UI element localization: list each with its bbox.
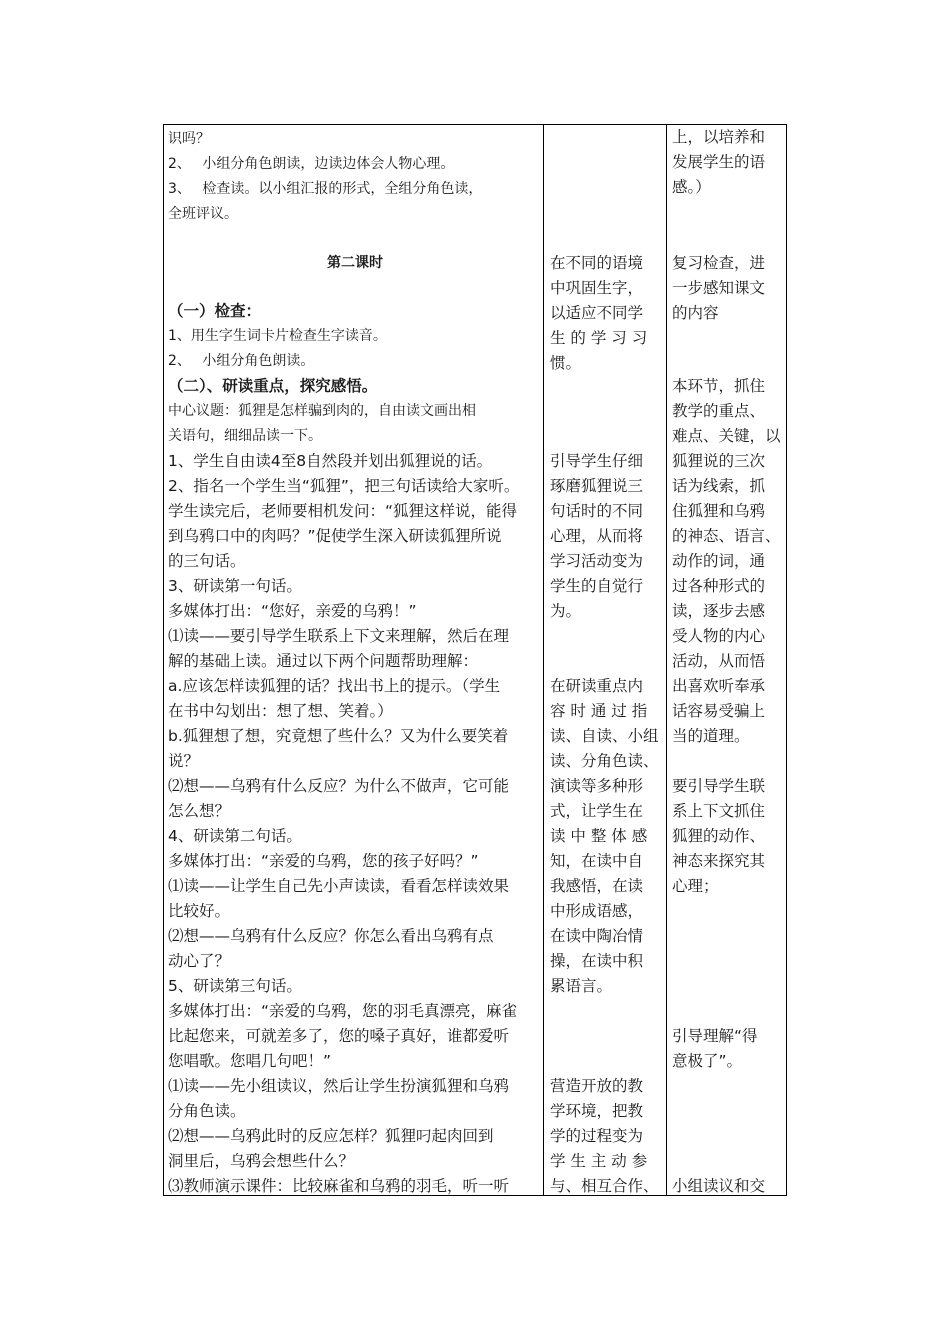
col1-line: 多媒体打出：“您好，亲爱的乌鸦！” [168,602,417,620]
col1-line: 多媒体打出：“亲爱的乌鸦，您的羽毛真漂亮，麻雀 [168,1002,518,1020]
col3-line: 话为线索，抓 [672,477,766,495]
col3-line: 要引导学生联 [672,777,766,795]
notes-column [672,125,784,1195]
col3-line: 狐狸说的三次 [672,452,766,470]
col1-line: （一）检查： [168,302,262,320]
col1-line: 到乌鸦口中的肉吗？”促使学生深入研读狐狸所说 [168,527,502,545]
col2-line: 在读中陶冶情 [550,927,644,945]
col2-line: 引导学生仔细 [550,452,644,470]
col1-line: 4、研读第二句话。 [168,827,302,845]
col1-line: 第二课时 [327,255,383,271]
col1-line: 在书中勾划出：想了想、笑着。） [168,702,393,720]
col2-line: 中形成语感， [550,902,644,920]
col3-line: 的神态、语言、 [672,527,781,545]
col3-line: 心理； [672,877,719,895]
col3-line: 引导理解“得 [672,1027,758,1045]
col2-line: 学 生 主 动 参 [550,1152,648,1170]
col3-line: 上，以培养和 [672,128,766,146]
col1-line: 学生读完后，老师要相机发问：“狐狸这样说，能得 [168,502,518,520]
lesson-plan-table [163,124,787,1196]
col2-line: 以适应不同学 [550,304,644,322]
col3-line: 住狐狸和乌鸦 [672,502,766,520]
col2-line: 学习活动变为 [550,552,644,570]
col3-line: 发展学生的语 [672,153,766,171]
col3-line: 意极了”。 [672,1052,743,1070]
col2-line: 学的过程变为 [550,1127,644,1145]
col1-line: 关语句，细细品读一下。 [168,428,322,444]
col1-line: 2、 小组分角色朗读，边读边体会人物心理。 [168,156,455,172]
col1-line: 3、研读第一句话。 [168,577,302,595]
col3-line: 过各种形式的 [672,577,766,595]
col1-line: ⑶教师演示课件：比较麻雀和乌鸦的羽毛，听一听 [168,1177,510,1195]
col2-line: 生 的 学 习 习 [550,329,648,347]
col1-line: 2、指名一个学生当“狐狸”，把三句话读给大家听。 [168,477,520,495]
col3-line: 系上下文抓住 [672,802,766,820]
col2-line: 与、相互合作、 [550,1177,659,1195]
col1-line: 动心了？ [168,952,231,970]
col3-line: 当的道理。 [672,727,750,745]
col1-line: 分角色读。 [168,1102,246,1120]
col3-line: 难点、关键，以 [672,427,781,445]
col3-line: 动作的词，通 [672,552,766,570]
col1-line: 比起您来，可就差多了，您的嗓子真好，谁都爱听 [168,1027,510,1045]
col2-line: 读、分角色读、 [550,752,659,770]
col2-line: 学环境，把教 [550,1102,644,1120]
col1-line: 1、用生字生词卡片检查生字读音。 [168,328,387,344]
col2-line: 我感悟，在读 [550,877,644,895]
col2-line: 读、自读、小组 [550,727,659,745]
col3-line: 狐狸的动作、 [672,827,766,845]
col3-line: 感。） [672,178,711,196]
col1-line: ⑴读——让学生自己先小声读读，看看怎样读效果 [168,877,510,895]
col1-line: 说？ [168,752,200,770]
col1-line: 2、 小组分角色朗读。 [168,353,315,369]
col1-line: 全班评议。 [168,206,238,222]
col2-line: 琢磨狐狸说三 [550,477,644,495]
col2-line: 知，在读中自 [550,852,644,870]
column-divider [666,125,667,1195]
col2-line: 中巩固生字， [550,279,644,297]
col3-line: 教学的重点、 [672,402,766,420]
col1-line: 洞里后，乌鸦会想些什么？ [168,1152,355,1170]
col2-line: 累语言。 [550,977,613,995]
col1-line: a.应该怎样读狐狸的话？找出书上的提示。（学生 [168,677,501,695]
col2-line: 惯。 [550,354,582,372]
col3-line: 受人物的内心 [672,627,766,645]
col1-line: 的三句话。 [168,552,246,570]
col1-line: ⑵想——乌鸦有什么反应？你怎么看出乌鸦有点 [168,927,494,945]
col3-line: 读，逐步去感 [672,602,766,620]
col1-line: 中心议题：狐狸是怎样骗到肉的，自由读文画出相 [168,403,476,419]
col3-line: 本环节，抓住 [672,377,766,395]
col2-line: 式，让学生在 [550,802,644,820]
col1-line: 3、 检查读。以小组汇报的形式，全组分角色读， [168,181,483,197]
col3-line: 复习检查，进 [672,254,766,272]
col1-line: （二）、研读重点，探究感悟。 [168,377,378,395]
col3-line: 话容易受骗上 [672,702,766,720]
col3-line: 出喜欢听奉承 [672,677,766,695]
col1-line: 您唱歌。您唱几句吧！” [168,1052,332,1070]
col1-line: ⑵想——乌鸦此时的反应怎样？狐狸叼起肉回到 [168,1127,494,1145]
col1-line: 解的基础上读。通过以下两个问题帮助理解： [168,652,479,670]
col1-line: 5、研读第三句话。 [168,977,302,995]
design-intent-column [550,125,662,1195]
col1-line: b.狐狸想了想，究竟想了些什么？又为什么要笑着 [168,727,509,745]
col2-line: 为。 [550,602,582,620]
teaching-process-column [168,125,542,1195]
col2-line: 在不同的语境 [550,254,644,272]
col1-line: ⑴读——先小组读议，然后让学生扮演狐狸和乌鸦 [168,1077,510,1095]
col3-line: 的内容 [672,304,719,322]
col3-line: 活动，从而悟 [672,652,766,670]
col1-line: 1、学生自由读4至8自然段并划出狐狸说的话。 [168,452,493,470]
col3-line: 小组读议和交 [672,1177,766,1195]
col2-line: 营造开放的教 [550,1077,644,1095]
col1-line: 识吗？ [168,131,210,147]
col1-line: 比较好。 [168,902,231,920]
col2-line: 演读等多种形 [550,777,644,795]
col3-line: 一步感知课文 [672,279,766,297]
col1-line: 多媒体打出：“亲爱的乌鸦，您的孩子好吗？” [168,852,479,870]
col2-line: 学生的自觉行 [550,577,644,595]
col2-line: 句话时的不同 [550,502,644,520]
col3-line: 神态来探究其 [672,852,766,870]
col1-line: 怎么想？ [168,802,231,820]
col2-line: 在研读重点内 [550,677,644,695]
col1-line: ⑵想——乌鸦有什么反应？为什么不做声，它可能 [168,777,510,795]
col2-line: 操，在读中积 [550,952,644,970]
col2-line: 容 时 通 过 指 [550,702,648,720]
col2-line: 心理，从而将 [550,527,644,545]
col1-line: ⑴读——要引导学生联系上下文来理解，然后在理 [168,627,510,645]
col2-line: 读 中 整 体 感 [550,827,648,845]
column-divider [543,125,544,1195]
